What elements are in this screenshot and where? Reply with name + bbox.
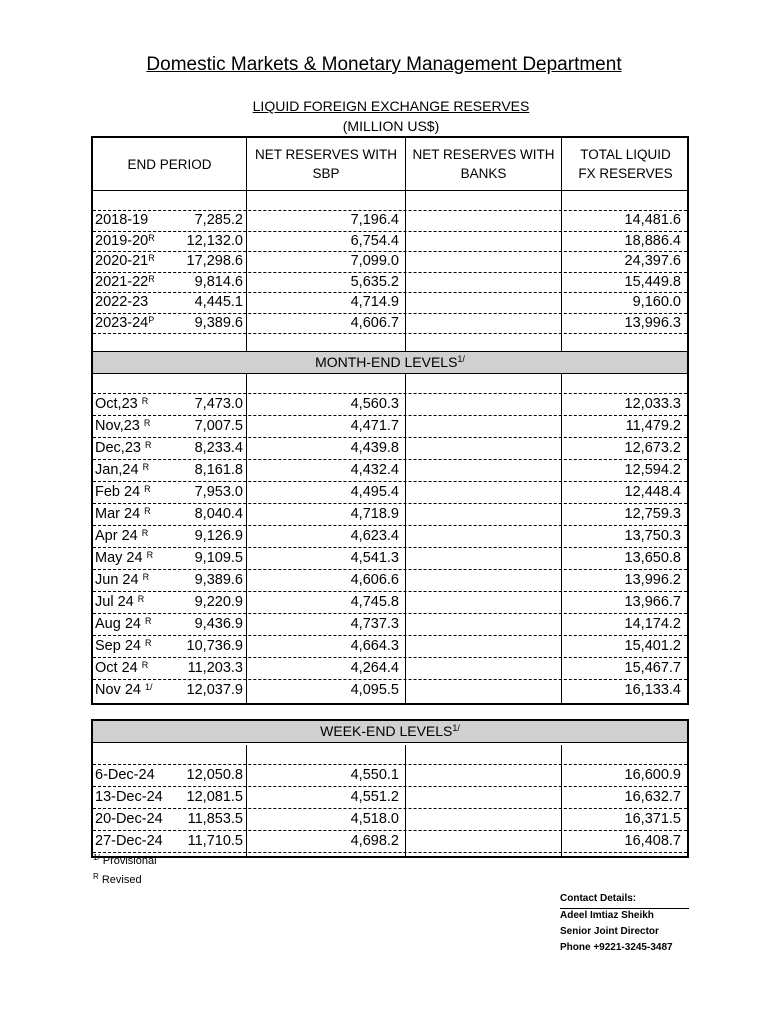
banks-cell: 5,635.2 bbox=[350, 273, 399, 290]
total-cell: 12,673.2 bbox=[624, 440, 681, 456]
banks-cell: 4,560.3 bbox=[350, 396, 399, 412]
banks-cell: 4,264.4 bbox=[350, 660, 399, 676]
month-end-band: MONTH-END $LEVELS^{1/}$ bbox=[93, 351, 687, 374]
period-cell: Dec,23 $^R$ bbox=[95, 440, 152, 456]
total-cell: 12,594.2 bbox=[624, 462, 681, 478]
total-cell: 15,401.2 bbox=[624, 638, 681, 654]
period-cell: $2019-20^R$ bbox=[95, 232, 155, 249]
total-cell: 14,481.6 bbox=[624, 212, 681, 228]
revision-mark: P bbox=[148, 314, 155, 325]
contact-phone: Phone +9221-3245-3487 bbox=[560, 942, 673, 953]
total-cell: 24,397.6 bbox=[624, 253, 681, 269]
header-net-reserves-sbp: NET RESERVES WITH SBP bbox=[254, 147, 398, 181]
contact-designation: Senior Joint Director bbox=[560, 926, 659, 937]
table-row bbox=[93, 503, 687, 526]
sbp-cell: 17,298.6 bbox=[186, 253, 243, 269]
total-cell: 13,966.7 bbox=[624, 594, 681, 610]
revision-mark: R bbox=[141, 396, 149, 406]
sbp-cell: 9,109.5 bbox=[194, 550, 243, 566]
banks-cell: 4,714.9 bbox=[350, 294, 399, 310]
period-cell: Feb 24 $^R$ bbox=[95, 484, 151, 500]
period-cell: Nov 24 $^{1/}$ bbox=[95, 682, 153, 698]
total-cell: 12,448.4 bbox=[624, 484, 681, 500]
weekly-table bbox=[91, 719, 689, 858]
total-cell: 13,750.3 bbox=[624, 528, 681, 544]
sbp-cell: 7,473.0 bbox=[194, 396, 243, 412]
sbp-cell: 11,710.5 bbox=[187, 833, 243, 849]
spacer-row bbox=[93, 190, 687, 211]
revision-mark: R bbox=[141, 528, 149, 538]
period-cell: Aug 24 $^R$ bbox=[95, 616, 152, 632]
banks-cell: 4,551.2 bbox=[350, 789, 399, 805]
revision-mark: R bbox=[146, 550, 154, 560]
period-cell: $2021-22^R$ bbox=[95, 273, 155, 290]
spacer-row bbox=[93, 744, 687, 765]
total-cell: 15,467.7 bbox=[624, 660, 681, 676]
period-cell: 13-Dec-24 bbox=[95, 789, 163, 805]
sbp-cell: 8,233.4 bbox=[194, 440, 243, 456]
banks-cell: 4,550.1 bbox=[350, 767, 399, 783]
sbp-cell: 4,445.1 bbox=[194, 294, 243, 310]
sbp-cell: 9,389.6 bbox=[194, 314, 243, 331]
spacer-row bbox=[93, 852, 687, 856]
table-row bbox=[93, 251, 687, 273]
total-cell: 11,479.2 bbox=[625, 418, 681, 434]
total-cell: 13,996.3 bbox=[624, 314, 681, 331]
table-row bbox=[93, 292, 687, 314]
period-cell: $2020-21^R$ bbox=[95, 253, 155, 269]
table-row bbox=[93, 547, 687, 570]
total-cell: 18,886.4 bbox=[624, 232, 681, 249]
table-row bbox=[93, 481, 687, 504]
sbp-cell: 12,050.8 bbox=[186, 767, 243, 783]
banks-cell: 4,495.4 bbox=[350, 484, 399, 500]
table-row bbox=[93, 459, 687, 482]
revision-mark: R bbox=[144, 440, 152, 450]
banks-cell: 4,745.8 bbox=[350, 594, 399, 610]
table-row bbox=[93, 210, 687, 232]
banks-cell: 4,432.4 bbox=[350, 462, 399, 478]
period-cell: Sep 24 $^R$ bbox=[95, 638, 152, 654]
banks-cell: 4,471.7 bbox=[350, 418, 399, 434]
revision-mark: R bbox=[137, 594, 145, 604]
total-cell: 15,449.8 bbox=[624, 273, 681, 290]
total-cell: 9,160.0 bbox=[632, 294, 681, 310]
banks-cell: 4,541.3 bbox=[350, 550, 399, 566]
banks-cell: 4,606.7 bbox=[350, 314, 399, 331]
sbp-cell: 11,203.3 bbox=[187, 660, 243, 676]
table-row bbox=[93, 415, 687, 438]
period-cell: Jul 24 $^R$ bbox=[95, 594, 145, 610]
week-end-band: WEEK-END $LEVELS^{1/}$ bbox=[93, 721, 687, 743]
banks-cell: 4,518.0 bbox=[350, 811, 399, 827]
banks-cell: 4,095.5 bbox=[350, 682, 399, 698]
table-title: LIQUID FOREIGN EXCHANGE RESERVES bbox=[252, 98, 530, 114]
revision-mark: R bbox=[144, 506, 151, 516]
banks-cell: 4,718.9 bbox=[350, 506, 399, 522]
header-total-liquid: TOTAL LIQUID FX RESERVES bbox=[578, 147, 673, 181]
sbp-cell: 12,037.9 bbox=[186, 682, 243, 698]
period-cell: 27-Dec-24 bbox=[95, 833, 163, 849]
banks-cell: 4,606.6 bbox=[350, 572, 399, 588]
sbp-cell: 9,220.9 bbox=[194, 594, 243, 610]
revision-mark: R bbox=[143, 418, 151, 428]
period-cell: May 24 $^R$ bbox=[95, 550, 154, 566]
revision-mark: R bbox=[145, 638, 152, 648]
banks-cell: 6,754.4 bbox=[350, 232, 399, 249]
period-cell: Jun 24 $^R$ bbox=[95, 572, 150, 588]
banks-cell: 4,439.8 bbox=[350, 440, 399, 456]
revision-mark: R bbox=[148, 273, 155, 284]
contact-name: Adeel Imtiaz Sheikh bbox=[560, 910, 654, 921]
sbp-cell: 12,081.5 bbox=[186, 789, 243, 805]
total-cell: 16,133.4 bbox=[624, 682, 681, 698]
note-provisional: $^{1/}$ Provisional bbox=[93, 853, 157, 867]
revision-mark: R bbox=[148, 232, 155, 243]
table-row bbox=[93, 272, 687, 294]
total-cell: 16,371.5 bbox=[624, 811, 681, 827]
reserves-table bbox=[91, 136, 689, 705]
header-net-reserves-banks: NET RESERVES WITH BANKS bbox=[412, 147, 555, 181]
period-cell: 2022-23 bbox=[95, 294, 149, 310]
total-cell: 13,650.8 bbox=[624, 550, 681, 566]
department-title: Domestic Markets & Monetary Management Department bbox=[146, 54, 622, 75]
revision-mark: R bbox=[144, 484, 151, 494]
revision-mark: R bbox=[142, 462, 150, 472]
table-header bbox=[93, 138, 687, 191]
total-cell: 13,996.2 bbox=[624, 572, 681, 588]
sbp-cell: 11,853.5 bbox=[187, 811, 243, 827]
revision-mark: 1/ bbox=[144, 682, 153, 692]
note-revised: $^R$ Revised bbox=[93, 872, 142, 886]
table-row bbox=[93, 591, 687, 614]
table-row bbox=[93, 764, 687, 787]
banks-cell: 7,196.4 bbox=[350, 212, 399, 228]
banks-cell: 4,623.4 bbox=[350, 528, 399, 544]
table-row bbox=[93, 679, 687, 701]
sbp-cell: 9,389.6 bbox=[194, 572, 243, 588]
sbp-cell: 9,814.6 bbox=[194, 273, 243, 290]
total-cell: 12,033.3 bbox=[624, 396, 681, 412]
sbp-cell: 7,285.2 bbox=[194, 212, 243, 228]
revision-mark: R bbox=[148, 253, 155, 263]
period-cell: Nov,23 $^R$ bbox=[95, 418, 151, 434]
period-cell: 2018-19 bbox=[95, 212, 149, 228]
sbp-cell: 8,040.4 bbox=[194, 506, 243, 522]
sbp-cell: 10,736.9 bbox=[186, 638, 243, 654]
sbp-cell: 12,132.0 bbox=[186, 232, 243, 249]
total-cell: 14,174.2 bbox=[624, 616, 681, 632]
revision-mark: R bbox=[142, 572, 150, 582]
total-cell: 16,600.9 bbox=[624, 767, 681, 783]
header-end-period: END PERIOD bbox=[127, 156, 212, 172]
table-row bbox=[93, 231, 687, 253]
revision-mark: R bbox=[145, 616, 152, 626]
sbp-cell: 7,953.0 bbox=[194, 484, 243, 500]
table-row bbox=[93, 786, 687, 809]
period-cell: Apr 24 $^R$ bbox=[95, 528, 149, 544]
period-cell: 20-Dec-24 bbox=[95, 811, 163, 827]
table-row bbox=[93, 613, 687, 636]
revision-mark: R bbox=[141, 660, 149, 670]
table-row bbox=[93, 437, 687, 460]
spacer-row bbox=[93, 333, 687, 352]
banks-cell: 4,698.2 bbox=[350, 833, 399, 849]
period-cell: $2023-24^P$ bbox=[95, 314, 155, 331]
table-row bbox=[93, 313, 687, 335]
table-row bbox=[93, 808, 687, 831]
total-cell: 16,632.7 bbox=[624, 789, 681, 805]
table-unit: (MILLION US$) bbox=[342, 118, 440, 134]
table-row bbox=[93, 525, 687, 548]
table-row bbox=[93, 635, 687, 658]
banks-cell: 4,737.3 bbox=[350, 616, 399, 632]
sbp-cell: 7,007.5 bbox=[194, 418, 243, 434]
period-cell: Oct 24 $^R$ bbox=[95, 660, 149, 676]
total-cell: 12,759.3 bbox=[624, 506, 681, 522]
period-cell: Mar 24 $^R$ bbox=[95, 506, 151, 522]
contact-heading: Contact Details: bbox=[560, 893, 637, 904]
table-row bbox=[93, 569, 687, 592]
period-cell: Oct,23 $^R$ bbox=[95, 396, 149, 412]
table-row bbox=[93, 657, 687, 680]
table-row bbox=[93, 830, 687, 853]
sbp-cell: 9,436.9 bbox=[194, 616, 243, 632]
period-cell: Jan,24 $^R$ bbox=[95, 462, 150, 478]
sbp-cell: 8,161.8 bbox=[194, 462, 243, 478]
table-row bbox=[93, 393, 687, 416]
banks-cell: 4,664.3 bbox=[350, 638, 399, 654]
period-cell: 6-Dec-24 bbox=[95, 767, 155, 783]
contact-divider bbox=[560, 908, 689, 909]
banks-cell: 7,099.0 bbox=[350, 253, 399, 269]
spacer-row bbox=[93, 374, 687, 394]
sbp-cell: 9,126.9 bbox=[194, 528, 243, 544]
total-cell: 16,408.7 bbox=[624, 833, 681, 849]
